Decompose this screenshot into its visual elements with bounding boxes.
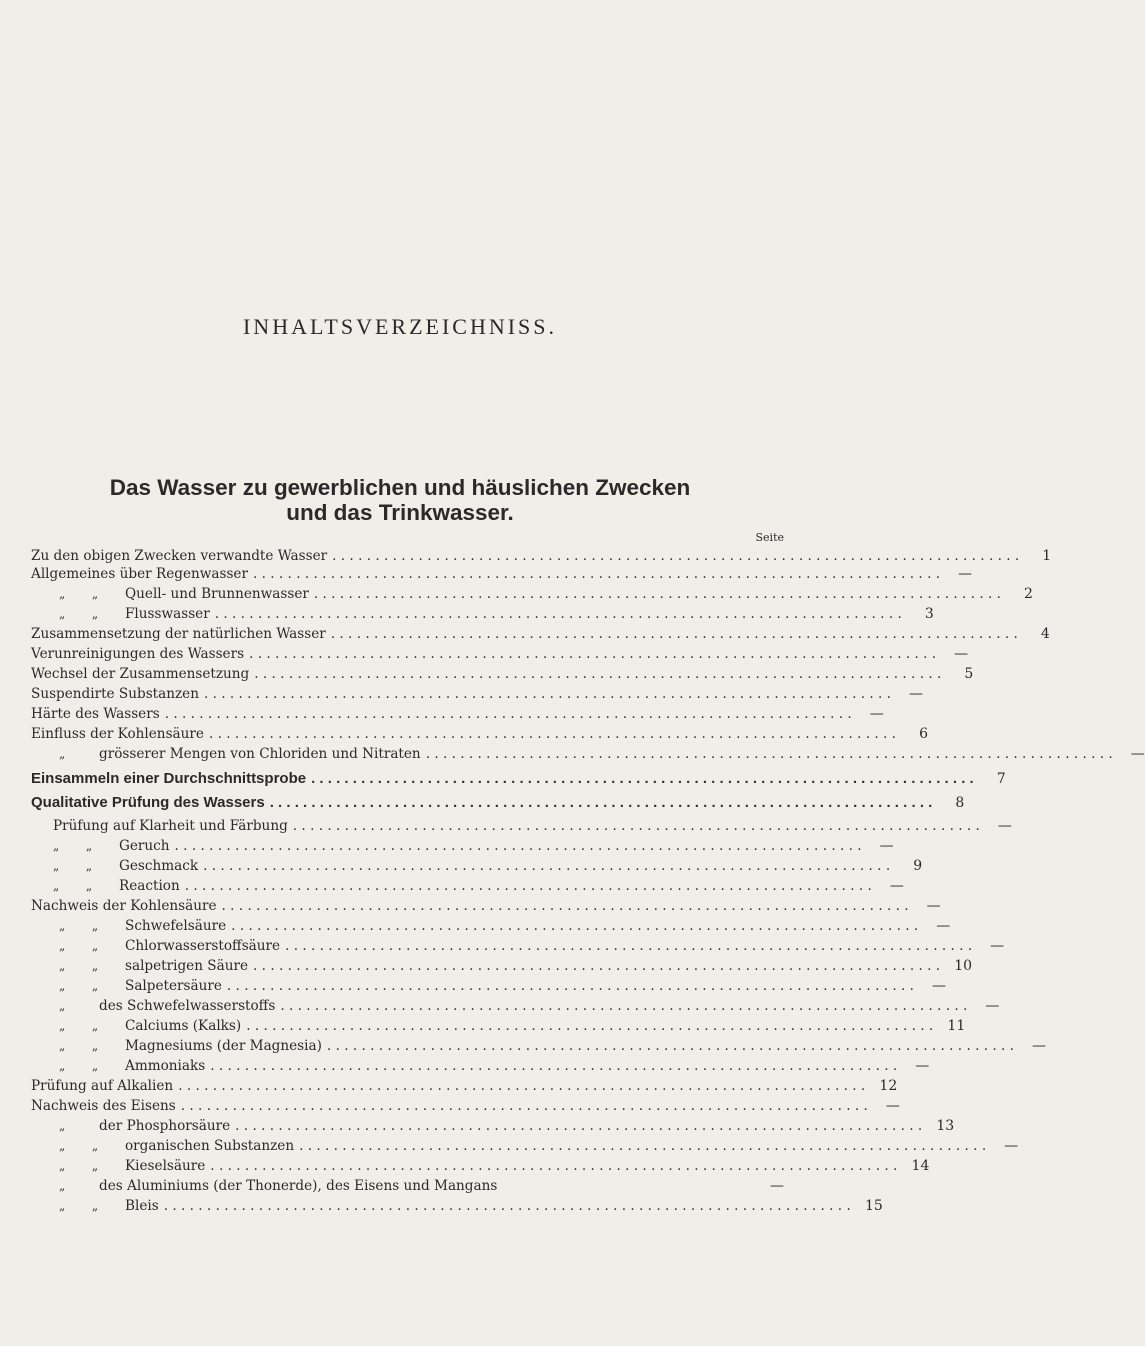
toc-entry-page: — (879, 838, 894, 854)
toc-entry (31, 1058, 930, 1078)
toc-entry (31, 1098, 900, 1118)
toc-entry (31, 1038, 1046, 1058)
ditto-mark: „ „ (59, 959, 99, 973)
dot-leader: . . . . . . . . . . . . . . . . . . . . . . . . . . . . . . . . . . . . . . . . . . . . . . . . . . . . . . . . . . . . . . . . . . . . . . . . . . . . . . . . (180, 1098, 868, 1114)
toc-entry-page: 11 (947, 1018, 966, 1034)
dot-leader: . . . . . . . . . . . . . . . . . . . . . . . . . . . . . . . . . . . . . . . . . . . . . . . . . . . . . . . . . . . . . . . . . . . . . . . . . . . . . . . . (313, 586, 1001, 602)
dot-leader: . . . . . . . . . . . . . . . . . . . . . . . . . . . . . . . . . . . . . . . . . . . . . . . . . . . . . . . . . . . . . . . . . . . . . . . . . . . . . . . . (280, 998, 968, 1014)
dot-leader: . . . . . . . . . . . . . . . . . . . . . . . . . . . . . . . . . . . . . . . . . . . . . . . . . . . . . . . . . . . . . . . . . . . . . . . . . . . . . . . . (203, 686, 892, 702)
toc-entry-page: 5 (964, 666, 974, 682)
toc-entry-label: Wechsel der Zusammensetzung (31, 666, 250, 682)
ditto-mark: „ „ (59, 919, 99, 933)
toc-entry-label: Zu den obigen Zwecken verwandte Wasser (31, 548, 328, 564)
toc-entry-label: grösserer Mengen von Chloriden und Nitraten (99, 746, 421, 762)
toc-entry-label: Suspendirte Substanzen (31, 686, 199, 702)
dot-leader: . . . . . . . . . . . . . . . . . . . . . . . . . . . . . . . . . . . . . . . . . . . . . . . . . . . . . . . . . . . . . . . . . . . . . . . . . . . . . . . . (164, 706, 852, 722)
toc-entry (31, 1158, 930, 1178)
dot-leader: . . . . . . . . . . . . . . . . . . . . . . . . . . . . . . . . . . . . . . . . . . . . . . . . . . . . . . . . . . . . . . . . . . . . . . . . . . . . . . . . (246, 1018, 934, 1034)
toc-entry (31, 1018, 966, 1038)
ditto-mark: „ „ (59, 979, 99, 993)
dot-leader: . . . . . . . . . . . . . . . . . . . . . . . . . . . . . . . . . . . . . . . . . . . . . . . . . . . . . . . . . . . . . . . . . . . . . . . . . . . . . . . . (326, 1038, 1014, 1054)
toc-entry (31, 918, 951, 938)
dot-leader: . . . . . . . . . . . . . . . . . . . . . . . . . . . . . . . . . . . . . . . . . . . . . . . . . . . . . . . . . . . . . . . . . . . . . . . . . . . . . . . . (285, 938, 973, 954)
dot-leader: . . . . . . . . . . . . . . . . . . . . . . . . . . . . . . . . . . . . . . . . . . . . . . . . . . . . . . . . . . . . . . . . . . . . . . . . . . . . . . . . (425, 746, 1113, 762)
toc-entry (53, 858, 923, 878)
page-column-label: Seite (755, 531, 784, 544)
toc-entry-label: Magnesiums (der Magnesia) (125, 1038, 322, 1054)
ditto-mark: „ „ (53, 879, 93, 893)
toc-entry-label: Nachweis der Kohlensäure (31, 898, 217, 914)
toc-entry (31, 998, 1000, 1018)
dot-leader: . . . . . . . . . . . . . . . . . . . . . . . . . . . . . . . . . . . . . . . . . . . . . . . . . . . . . . . . . . . . . . . . . . . . . . . . . . . . . . . . (311, 770, 974, 787)
toc-entry-page: 8 (955, 795, 965, 811)
toc-entry (31, 1178, 784, 1198)
toc-entry-page: 3 (924, 606, 934, 622)
toc-entry-page: 1 (1042, 548, 1052, 564)
section-title-line1: Das Wasser zu gewerblichen und häuslichen Zwecken (109, 475, 691, 500)
dot-leader: . . . . . . . . . . . . . . . . . . . . . . . . . . . . . . . . . . . . . . . . . . . . . . . . . . . . . . . . . . . . . . . . . . . . . . . . . . . . . . . . (292, 818, 980, 834)
toc-entry-page: 2 (1024, 586, 1033, 602)
toc-entry (31, 898, 941, 918)
ditto-mark: „ „ (59, 607, 99, 621)
toc-entry-label: des Aluminiums (der Thonerde), des Eisens und Mangans (99, 1178, 498, 1194)
dot-leader: . . . . . . . . . . . . . . . . . . . . . . . . . . . . . . . . . . . . . . . . . . . . . . . . . . . . . . . . . . . . . . . . . . . . . . . . . . . . . . . . (231, 918, 919, 934)
ditto-mark: „ (59, 747, 66, 761)
toc-entry-label: des Schwefelwasserstoffs (99, 998, 276, 1014)
toc-entry (31, 978, 946, 998)
toc-entry-label: Qualitative Prüfung des Wassers (31, 794, 265, 811)
toc-entry-label: Prüfung auf Alkalien (31, 1078, 174, 1094)
toc-entry (31, 746, 1145, 766)
ditto-mark: „ „ (59, 1059, 99, 1073)
toc-entry (31, 646, 969, 666)
toc-entry-page: — (990, 938, 1005, 954)
toc-entry-label: Quell- und Brunnenwasser (125, 586, 309, 602)
dot-leader: . . . . . . . . . . . . . . . . . . . . . . . . . . . . . . . . . . . . . . . . . . . . . . . . . . . . . . . . . . . . . . . . . . . . . . . . . . . . . . . . (203, 858, 891, 874)
toc-entry-page: — (1031, 1038, 1046, 1054)
dot-leader: . . . . . . . . . . . . . . . . . . . . . . . . . . . . . . . . . . . . . . . . . . . . . . . . . . . . . . . . . . . . . . . . . . . . . . . . . . . . . . . . (252, 566, 941, 582)
ditto-mark: „ (59, 999, 66, 1013)
ditto-mark: „ „ (59, 1019, 99, 1033)
dot-leader: . . . . . . . . . . . . . . . . . . . . . . . . . . . . . . . . . . . . . . . . . . . . . . . . . . . . . . . . . . . . . . . . . . . . . . . . . . . . . . . . (210, 1058, 898, 1074)
toc-entry (31, 794, 965, 814)
toc-entry-page: — (985, 998, 1000, 1014)
toc-entry-page: 9 (913, 858, 923, 874)
dot-leader: . . . . . . . . . . . . . . . . . . . . . . . . . . . . . . . . . . . . . . . . . . . . . . . . . . . . . . . . . . . . . . . . . . . . . . . . . . . . . . . . (269, 794, 933, 811)
ditto-mark: „ „ (59, 1139, 99, 1153)
dot-leader: . . . . . . . . . . . . . . . . . . . . . . . . . . . . . . . . . . . . . . . . . . . . . . . . . . . . . . . . . . . . . . . . . . . . . . . . . . . . . . . . (249, 646, 937, 662)
dot-leader: . . . . . . . . . . . . . . . . . . . . . . . . . . . . . . . . . . . . . . . . . . . . . . . . . . . . . . . . . . . . . . . . . . . . . . . . . . . . . . . . (210, 1158, 898, 1174)
toc-entry-label: Flusswasser (125, 606, 210, 622)
dot-leader: . . . . . . . . . . . . . . . . . . . . . . . . . . . . . . . . . . . . . . . . . . . . . . . . . . . . . . . . . . . . . . . . . . . . . . . . . . . . . . . . (184, 878, 872, 894)
toc-entry-label: Salpetersäure (125, 978, 222, 994)
toc-entry-label: Verunreinigungen des Wassers (31, 646, 245, 662)
toc-entry-page: — (1130, 746, 1145, 762)
toc-entry-page: — (909, 686, 924, 702)
toc-entry (31, 770, 1006, 790)
toc-entry-label: Härte des Wassers (31, 706, 160, 722)
toc-entry (31, 1118, 955, 1138)
toc-entry-label: Einfluss der Kohlensäure (31, 726, 204, 742)
toc-entry-label: Bleis (125, 1198, 159, 1214)
toc-entry-label: Reaction (119, 878, 180, 894)
toc-entry (31, 586, 1033, 606)
toc-entry-page: — (936, 918, 951, 934)
toc-entry (31, 1198, 883, 1218)
toc-entry-page: 14 (911, 1158, 930, 1174)
ditto-mark: „ „ (53, 839, 93, 853)
dot-leader: . . . . . . . . . . . . . . . . . . . . . . . . . . . . . . . . . . . . . . . . . . . . . . . . . . . . . . . . . . . . . . . . . . . . . . . . . . . . . . . . (208, 726, 897, 742)
toc-entry (53, 878, 904, 898)
toc-entry-page: — (954, 646, 969, 662)
toc-entry-page: — (997, 818, 1012, 834)
dot-leader: . . . . . . . . . . . . . . . . . . . . . . . . . . . . . . . . . . . . . . . . . . . . . . . . . . . . . . . . . . . . . . . . . . . . . . . . . . . . . . . . (299, 1138, 987, 1154)
toc-entry-page: — (915, 1058, 930, 1074)
dot-leader: . . . . . . . . . . . . . . . . . . . . . . . . . . . . . . . . . . . . . . . . . . . . . . . . . . . . . . . . . . . . . . . . . . . . . . . . . . . . . . . . (235, 1118, 923, 1134)
toc-entry (31, 606, 934, 626)
toc-entry-label: organischen Substanzen (125, 1138, 295, 1154)
toc-entry-page: — (931, 978, 946, 994)
toc-entry-label: Einsammeln einer Durchschnittsprobe (31, 770, 307, 787)
toc-entry-label: der Phosphorsäure (99, 1118, 231, 1134)
toc-entry (31, 958, 973, 978)
toc-entry (31, 626, 1050, 646)
ditto-mark: „ „ (59, 939, 99, 953)
section-title-line2: und das Trinkwasser. (286, 500, 514, 525)
toc-entry-label: Chlorwasserstoffsäure (125, 938, 281, 954)
toc-entry-label: Allgemeines über Regenwasser (31, 566, 248, 582)
toc-entry-label: Zusammensetzung der natürlichen Wasser (31, 626, 326, 642)
ditto-mark: „ „ (59, 1039, 99, 1053)
dot-leader: . . . . . . . . . . . . . . . . . . . . . . . . . . . . . . . . . . . . . . . . . . . . . . . . . . . . . . . . . . . . . . . . . . . . . . . . . . . . . . . . (163, 1198, 851, 1214)
dot-leader: . . . . . . . . . . . . . . . . . . . . . . . . . . . . . . . . . . . . . . . . . . . . . . . . . . . . . . . . . . . . . . . . . . . . . . . . . . . . . . . . (254, 666, 942, 682)
toc-entry-label: Schwefelsäure (125, 918, 227, 934)
dot-leader: . . . . . . . . . . . . . . . . . . . . . . . . . . . . . . . . . . . . . . . . . . . . . . . . . . . . . . . . . . . . . . . . . . . . . . . . . . . . . . . . (330, 626, 1018, 642)
toc-entry-label: Calciums (Kalks) (125, 1018, 242, 1034)
ditto-mark: „ (59, 1119, 66, 1133)
toc-entry-label: Geruch (119, 838, 170, 854)
toc-entry-page: 6 (919, 726, 929, 742)
dot-leader: . . . . . . . . . . . . . . . . . . . . . . . . . . . . . . . . . . . . . . . . . . . . . . . . . . . . . . . . . . . . . . . . . . . . . . . . . . . . . . . . (253, 958, 941, 974)
page-title: INHALTSVERZEICHNISS. (242, 314, 558, 339)
toc-entry-page: — (1004, 1138, 1019, 1154)
ditto-mark: „ „ (53, 859, 93, 873)
toc-entry-page: 4 (1040, 626, 1050, 642)
toc-entry-page: 15 (864, 1198, 883, 1214)
toc-entry-page: — (770, 1178, 784, 1194)
dot-leader: . . . . . . . . . . . . . . . . . . . . . . . . . . . . . . . . . . . . . . . . . . . . . . . . . . . . . . . . . . . . . . . . . . . . . . . . . . . . . . . . (332, 548, 1020, 564)
toc-entry-label: Nachweis des Eisens (31, 1098, 176, 1114)
toc-entry (31, 726, 929, 746)
toc-entry-label: Prüfung auf Klarheit und Färbung (53, 818, 288, 834)
toc-entry (31, 548, 1052, 568)
ditto-mark: „ (59, 1179, 66, 1193)
dot-leader: . . . . . . . . . . . . . . . . . . . . . . . . . . . . . . . . . . . . . . . . . . . . . . . . . . . . . . . . . . . . . . . . . . . . . . . . . . . . . . . . (221, 898, 909, 914)
toc-entry-page: 7 (996, 771, 1006, 787)
toc-entry (31, 566, 973, 586)
toc-entry-page: — (869, 706, 884, 722)
toc-entry-page: — (926, 898, 941, 914)
toc-entry-page: — (885, 1098, 900, 1114)
toc-entry (31, 666, 974, 686)
toc-entry (53, 838, 894, 858)
toc-entry-label: Geschmack (119, 858, 199, 874)
toc-entry (31, 1138, 1019, 1158)
dot-leader: . . . . . . . . . . . . . . . . . . . . . . . . . . . . . . . . . . . . . . . . . . . . . . . . . . . . . . . . . . . . . . . . . . . . . . . . . . . . . . . . (226, 978, 914, 994)
toc-entry-page: 12 (879, 1078, 898, 1094)
toc-entry (53, 818, 1012, 838)
dot-leader: . . . . . . . . . . . . . . . . . . . . . . . . . . . . . . . . . . . . . . . . . . . . . . . . . . . . . . . . . . . . . . . . . . . . . . . . . . . . . . . . (174, 838, 862, 854)
ditto-mark: „ „ (59, 1199, 99, 1213)
toc-entry-label: Ammoniaks (125, 1058, 206, 1074)
dot-leader: . . . . . . . . . . . . . . . . . . . . . . . . . . . . . . . . . . . . . . . . . . . . . . . . . . . . . . . . . . . . . . . . . . . . . . . . . . . . . . . . (178, 1078, 866, 1094)
toc-entry (31, 706, 884, 726)
ditto-mark: „ „ (59, 587, 99, 601)
toc-entry-label: salpetrigen Säure (125, 958, 249, 974)
toc-entry (31, 1078, 898, 1098)
toc-entry-page: — (889, 878, 904, 894)
toc-entry-label: Kieselsäure (125, 1158, 206, 1174)
toc-entry-page: — (958, 566, 973, 582)
dot-leader: . . . . . . . . . . . . . . . . . . . . . . . . . . . . . . . . . . . . . . . . . . . . . . . . . . . . . . . . . . . . . . . . . . . . . . . . . . . . . . . . (214, 606, 902, 622)
toc-entry-page: 10 (954, 958, 973, 974)
ditto-mark: „ „ (59, 1159, 99, 1173)
toc-entry (31, 686, 924, 706)
toc-entry (31, 938, 1005, 958)
toc-entry-page: 13 (936, 1118, 955, 1134)
